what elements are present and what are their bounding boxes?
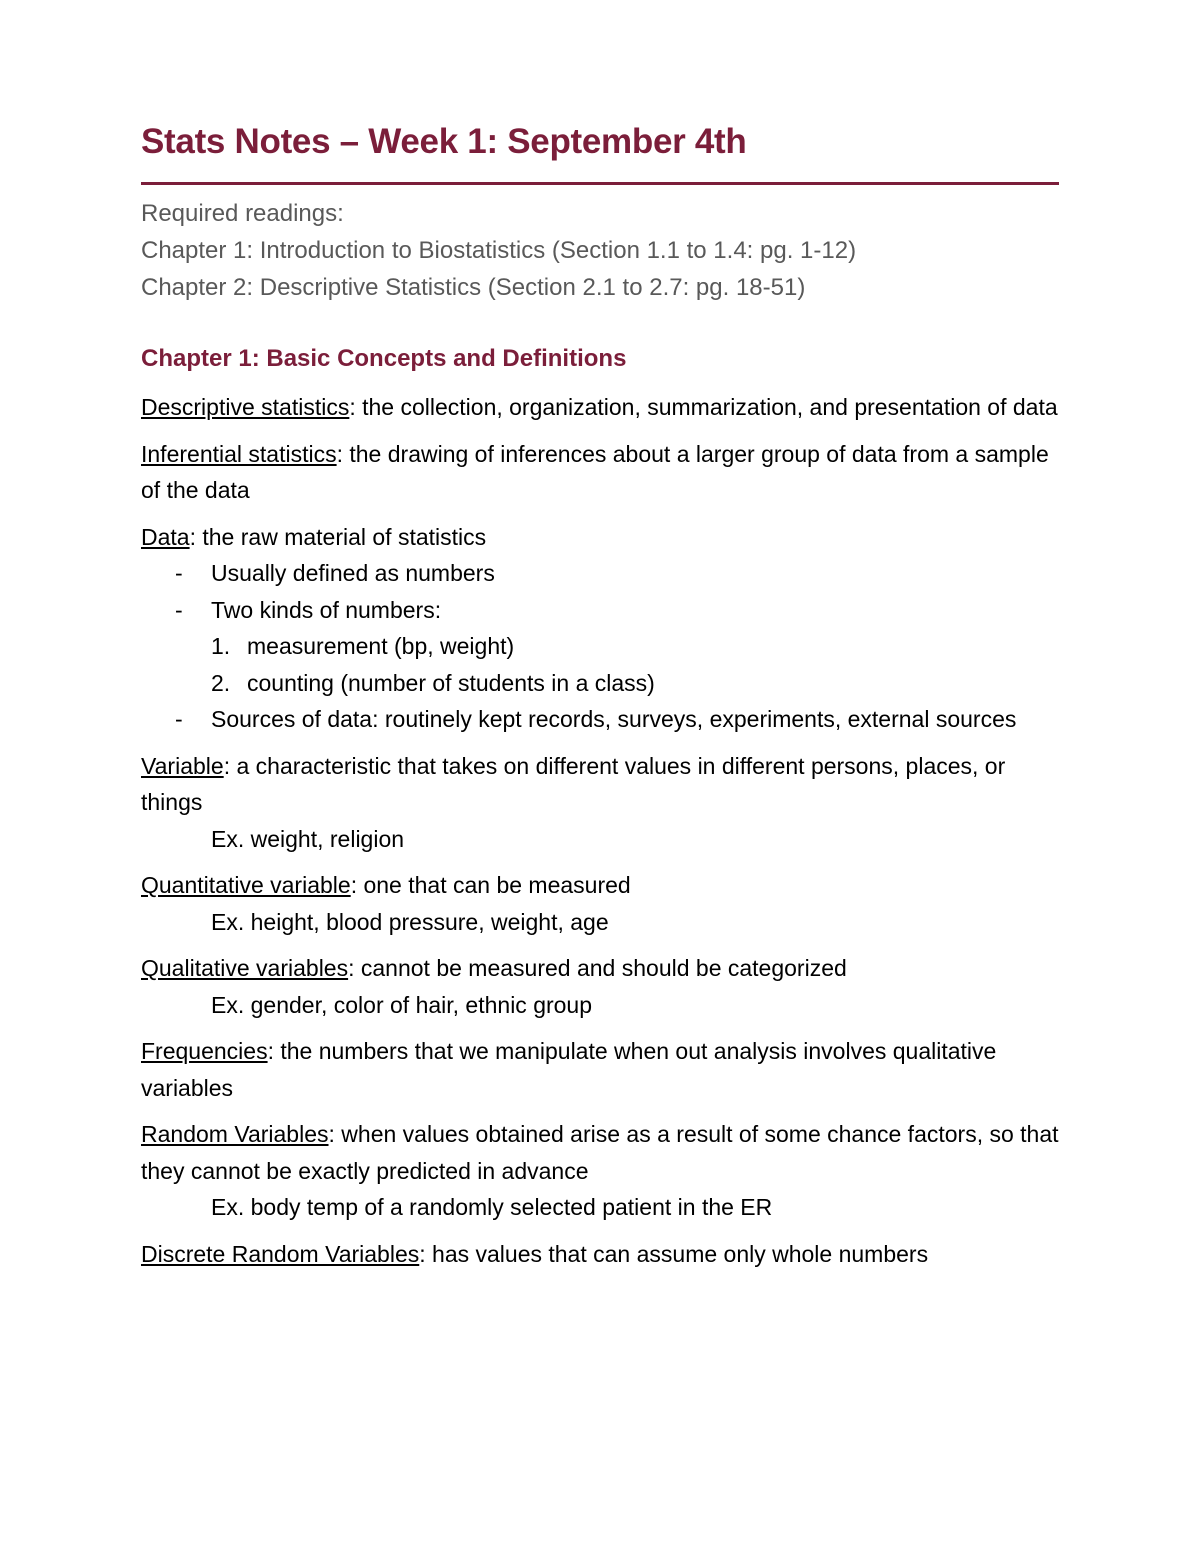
readings-label: Required readings: xyxy=(141,200,344,227)
numbered-item-text: counting (number of students in a class) xyxy=(247,669,655,696)
definition-term: Data xyxy=(141,523,190,550)
definition-text: : the raw material of statistics xyxy=(189,523,487,550)
data-bullet-list xyxy=(141,555,1059,738)
definition-variable xyxy=(141,748,1059,821)
definition-text: : one that can be measured xyxy=(350,872,631,898)
document-page xyxy=(141,118,1059,1272)
bullet-dash: - xyxy=(175,596,183,623)
numbered-item-text: measurement (bp, weight) xyxy=(247,633,515,659)
definition-term: Inferential statistics xyxy=(141,440,337,467)
list-item-text: Two kinds of numbers: xyxy=(211,596,442,623)
definition-term: Descriptive statistics xyxy=(141,394,350,420)
definition-text: : the drawing of inferences about a larger group of data from a sample of the data xyxy=(141,440,1049,503)
definition-quantitative-variable xyxy=(141,867,1059,904)
definition-text: : the collection, organization, summarization, and presentation of data xyxy=(349,394,1058,420)
example-line: Ex. body temp of a randomly selected patient in the ER xyxy=(211,1194,773,1220)
list-item xyxy=(141,701,1059,738)
definition-term: Random Variables xyxy=(141,1121,329,1147)
reading-item: Chapter 1: Introduction to Biostatistics (Section 1.1 to 1.4: pg. 1-12) xyxy=(141,237,857,264)
definition-term: Variable xyxy=(141,752,224,779)
bullet-dash: - xyxy=(175,560,183,586)
definition-text: : when values obtained arise as a result of some chance factors, so that they cannot be exactly predicted in advance xyxy=(141,1121,1059,1184)
list-item xyxy=(141,592,1059,629)
page-title: Stats Notes – Week 1: September 4th xyxy=(141,122,747,161)
definition-inferential-statistics xyxy=(141,436,1059,509)
chapter-heading: Chapter 1: Basic Concepts and Definitions xyxy=(141,345,627,372)
definition-term: Frequencies xyxy=(141,1038,268,1064)
definition-discrete-random-variables xyxy=(141,1236,1059,1273)
list-item xyxy=(141,555,1059,592)
reading-item: Chapter 2: Descriptive Statistics (Section 2.1 to 2.7: pg. 18-51) xyxy=(141,274,806,301)
definition-data xyxy=(141,519,1059,556)
definition-random-variables xyxy=(141,1116,1059,1189)
definition-term: Discrete Random Variables xyxy=(141,1240,420,1267)
definition-descriptive-statistics xyxy=(141,389,1059,426)
list-item-text: Sources of data: routinely kept records, surveys, experiments, external sources xyxy=(211,706,1017,732)
number-marker: 2. xyxy=(211,669,231,696)
definition-text: : cannot be measured and should be categorized xyxy=(348,955,847,981)
definition-text: : has values that can assume only whole numbers xyxy=(419,1240,929,1267)
required-readings xyxy=(141,195,1059,306)
numbered-item xyxy=(141,665,1059,702)
list-item-text: Usually defined as numbers xyxy=(211,560,495,586)
bullet-dash: - xyxy=(175,706,183,732)
example-line: Ex. gender, color of hair, ethnic group xyxy=(211,991,593,1018)
definition-text: : the numbers that we manipulate when out analysis involves qualitative variables xyxy=(141,1038,997,1101)
title-underline-divider xyxy=(141,182,1059,185)
definition-text: : a characteristic that takes on different values in different persons, places, or things xyxy=(141,752,1006,815)
example-line: Ex. height, blood pressure, weight, age xyxy=(211,908,609,935)
definition-term: Quantitative variable xyxy=(141,872,351,898)
example-line: Ex. weight, religion xyxy=(211,825,405,852)
definition-term: Qualitative variables xyxy=(141,955,349,981)
number-marker: 1. xyxy=(211,633,231,659)
numbered-item xyxy=(141,628,1059,665)
definition-qualitative-variables xyxy=(141,950,1059,987)
definition-frequencies xyxy=(141,1033,1059,1106)
